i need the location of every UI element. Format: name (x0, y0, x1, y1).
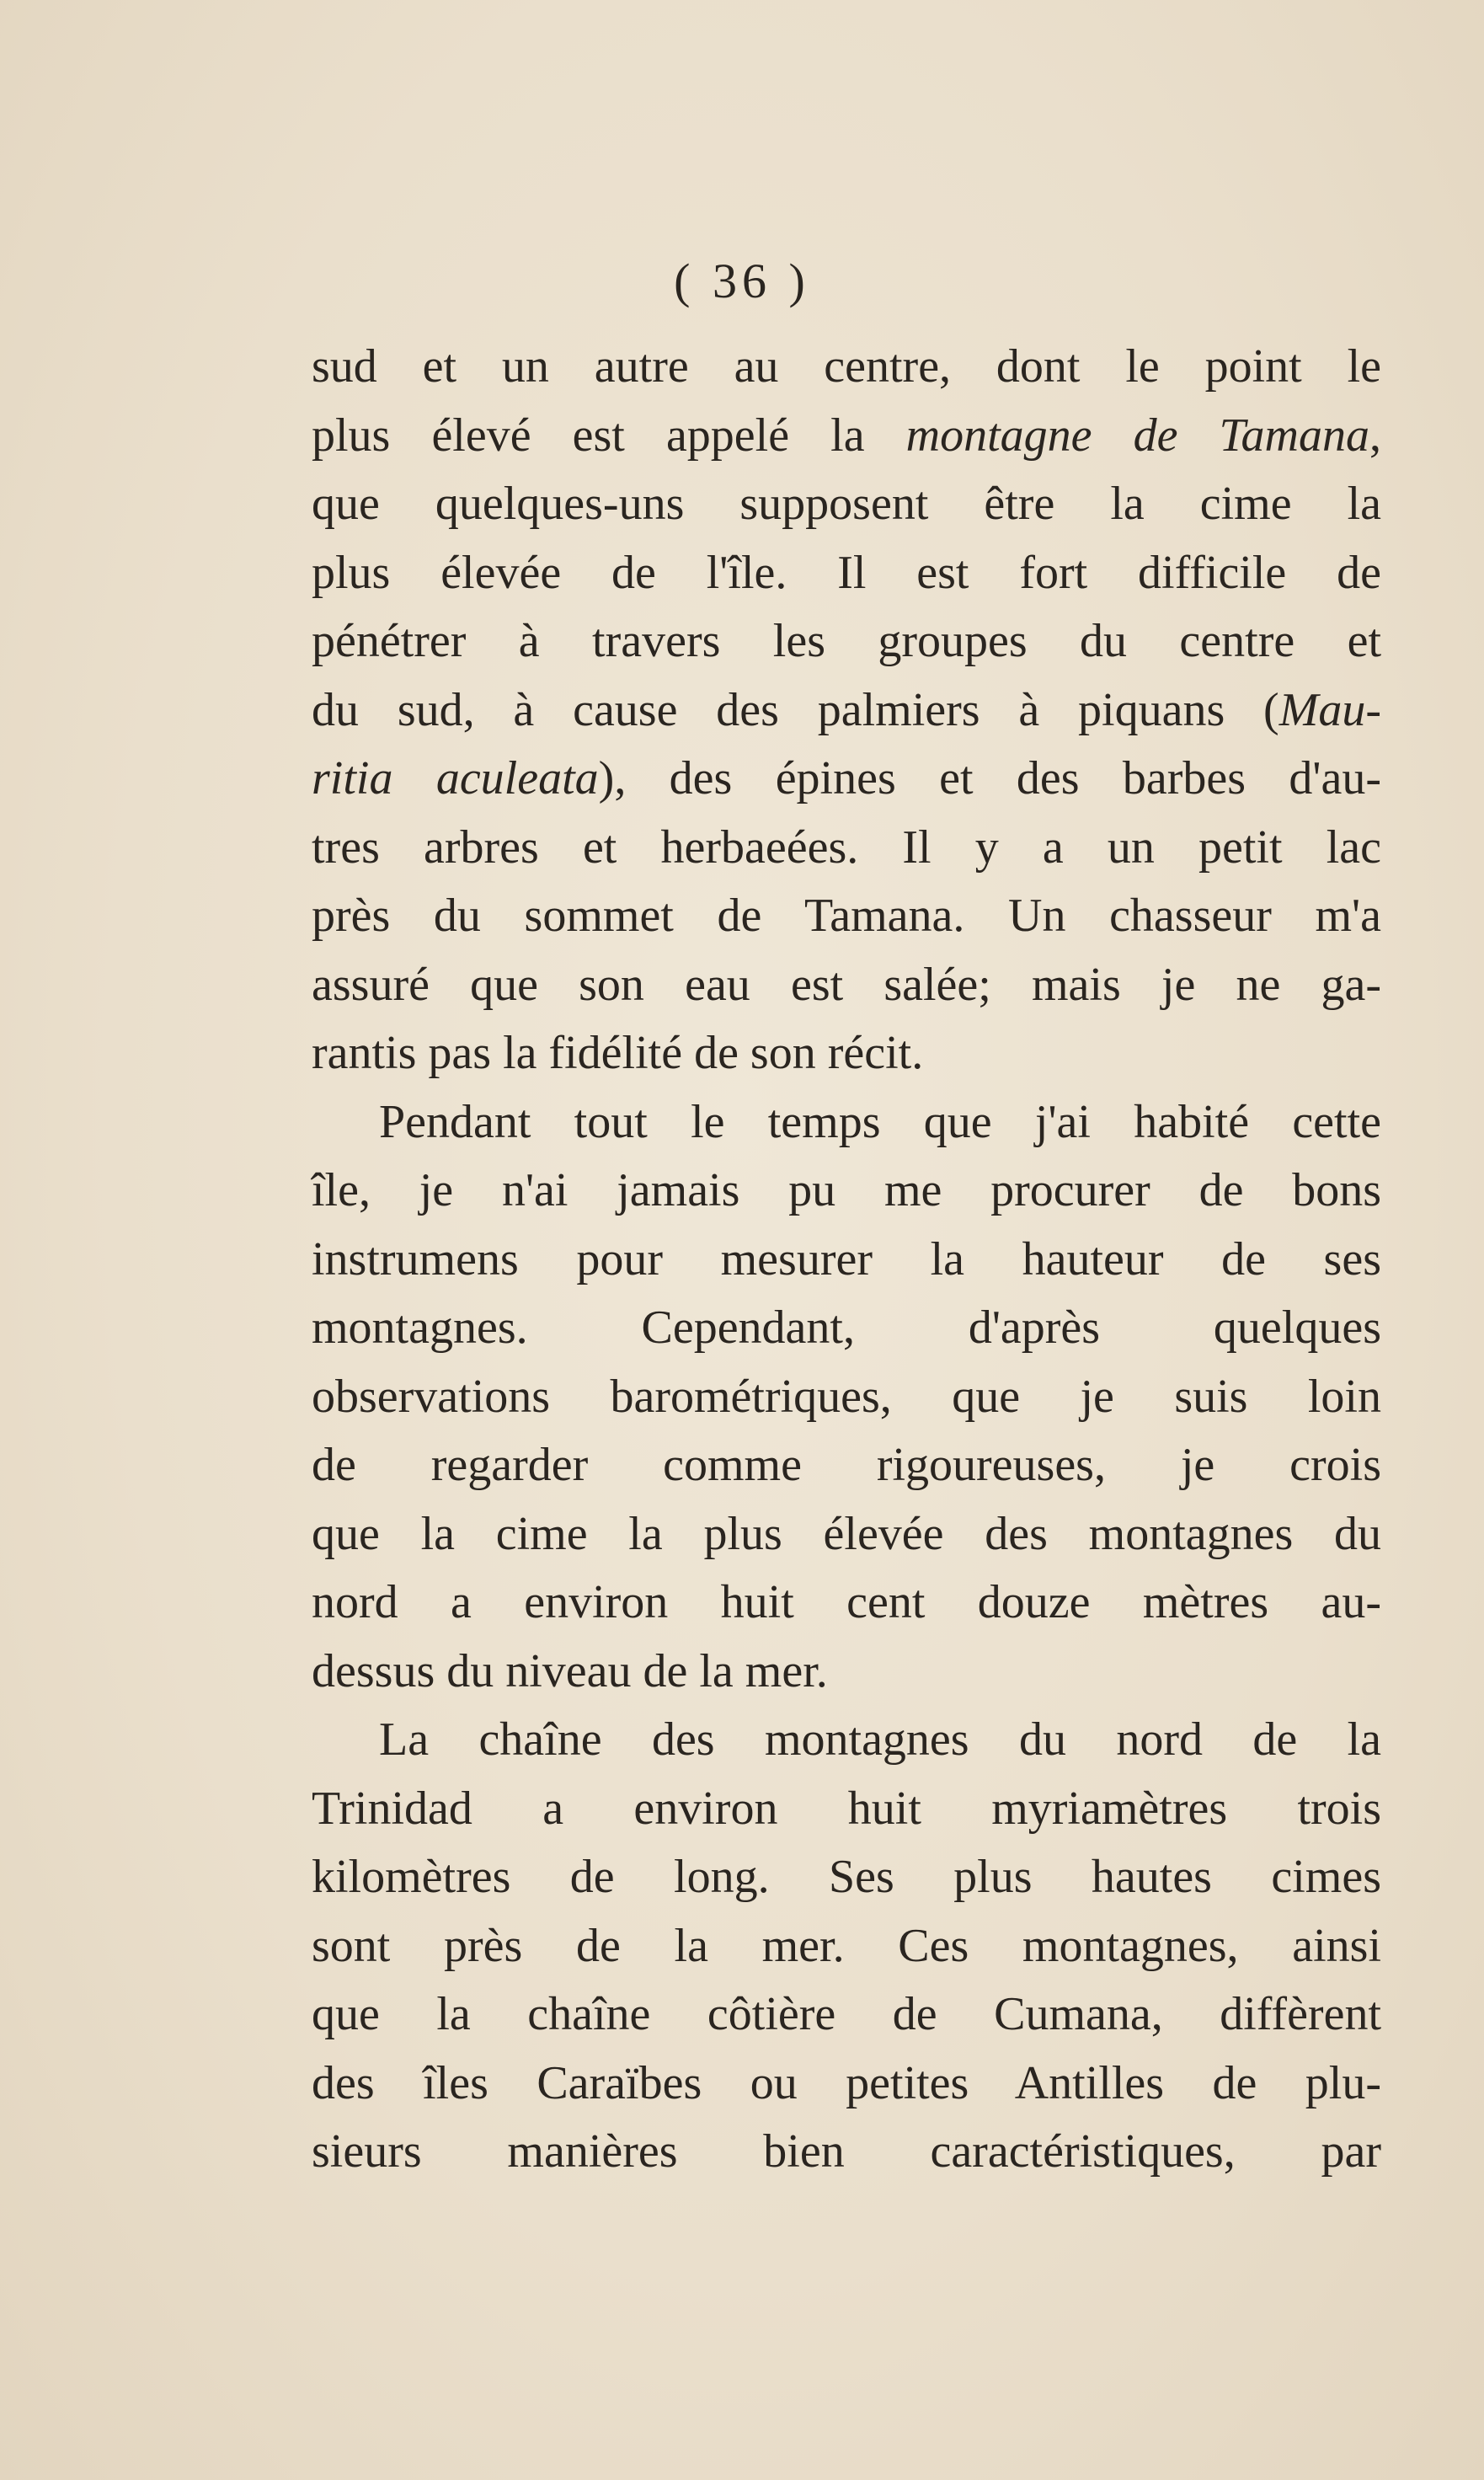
text-line-24: sont près de la mer. Ces montagnes, ainsi (312, 1919, 1381, 1972)
text-line-22: Trinidad a environ huit myriamètres trois (312, 1782, 1381, 1835)
text-line-23: kilomètres de long. Ses plus hautes cimes (312, 1851, 1381, 1903)
text-line-7: ritia aculeata), des épines et des barbes d'au- (312, 752, 1382, 804)
text-line-11: rantis pas la fidélité de son récit. (312, 1027, 924, 1079)
text-line-15: montagnes. Cependant, d'après quelques (312, 1301, 1381, 1354)
text-line-6: du sud, à cause des palmiers à piquans (Mau- (312, 683, 1381, 736)
text-line-18: que la cime la plus élevée des montagnes du (312, 1507, 1381, 1560)
text-line-17: de regarder comme rigoureuses, je crois (312, 1439, 1381, 1491)
text-line-3: que quelques-uns supposent être la cime la (312, 478, 1381, 530)
text-line-2: plus élevé est appelé la montagne de Tamana, (312, 409, 1382, 462)
text-line-16: observations barométriques, que je suis loin (312, 1370, 1381, 1423)
text-line-8: tres arbres et herbaeées. Il y a un petit lac (312, 820, 1381, 874)
text-line-9: près du sommet de Tamana. Un chasseur m'a (312, 890, 1381, 942)
body-text (312, 333, 1381, 2187)
text-line-5: pénétrer à travers les groupes du centre et (312, 615, 1381, 667)
text-line-19: nord a environ huit cent douze mètres au- (312, 1576, 1381, 1628)
text-line-25: que la chaîne côtière de Cumana, diffèrent (312, 1988, 1381, 2040)
page-number: ( 36 ) (674, 254, 810, 308)
text-line-1: sud et un autre au centre, dont le point le (312, 340, 1381, 393)
text-line-27: sieurs manières bien caractéristiques, par (312, 2125, 1381, 2178)
text-line-26: des îles Caraïbes ou petites Antilles de plu- (312, 2056, 1381, 2109)
text-line-14: instrumens pour mesurer la hauteur de ses (312, 1232, 1381, 1285)
text-line-12: Pendant tout le temps que j'ai habité cette (379, 1095, 1381, 1148)
text-line-4: plus élevée de l'île. Il est fort difficile de (312, 546, 1381, 599)
text-line-10: assuré que son eau est salée; mais je ne ga- (312, 958, 1381, 1011)
text-line-20: dessus du niveau de la mer. (312, 1644, 828, 1697)
text-line-21: La chaîne des montagnes du nord de la (379, 1713, 1381, 1766)
text-line-13: île, je n'ai jamais pu me procurer de bons (312, 1164, 1381, 1216)
